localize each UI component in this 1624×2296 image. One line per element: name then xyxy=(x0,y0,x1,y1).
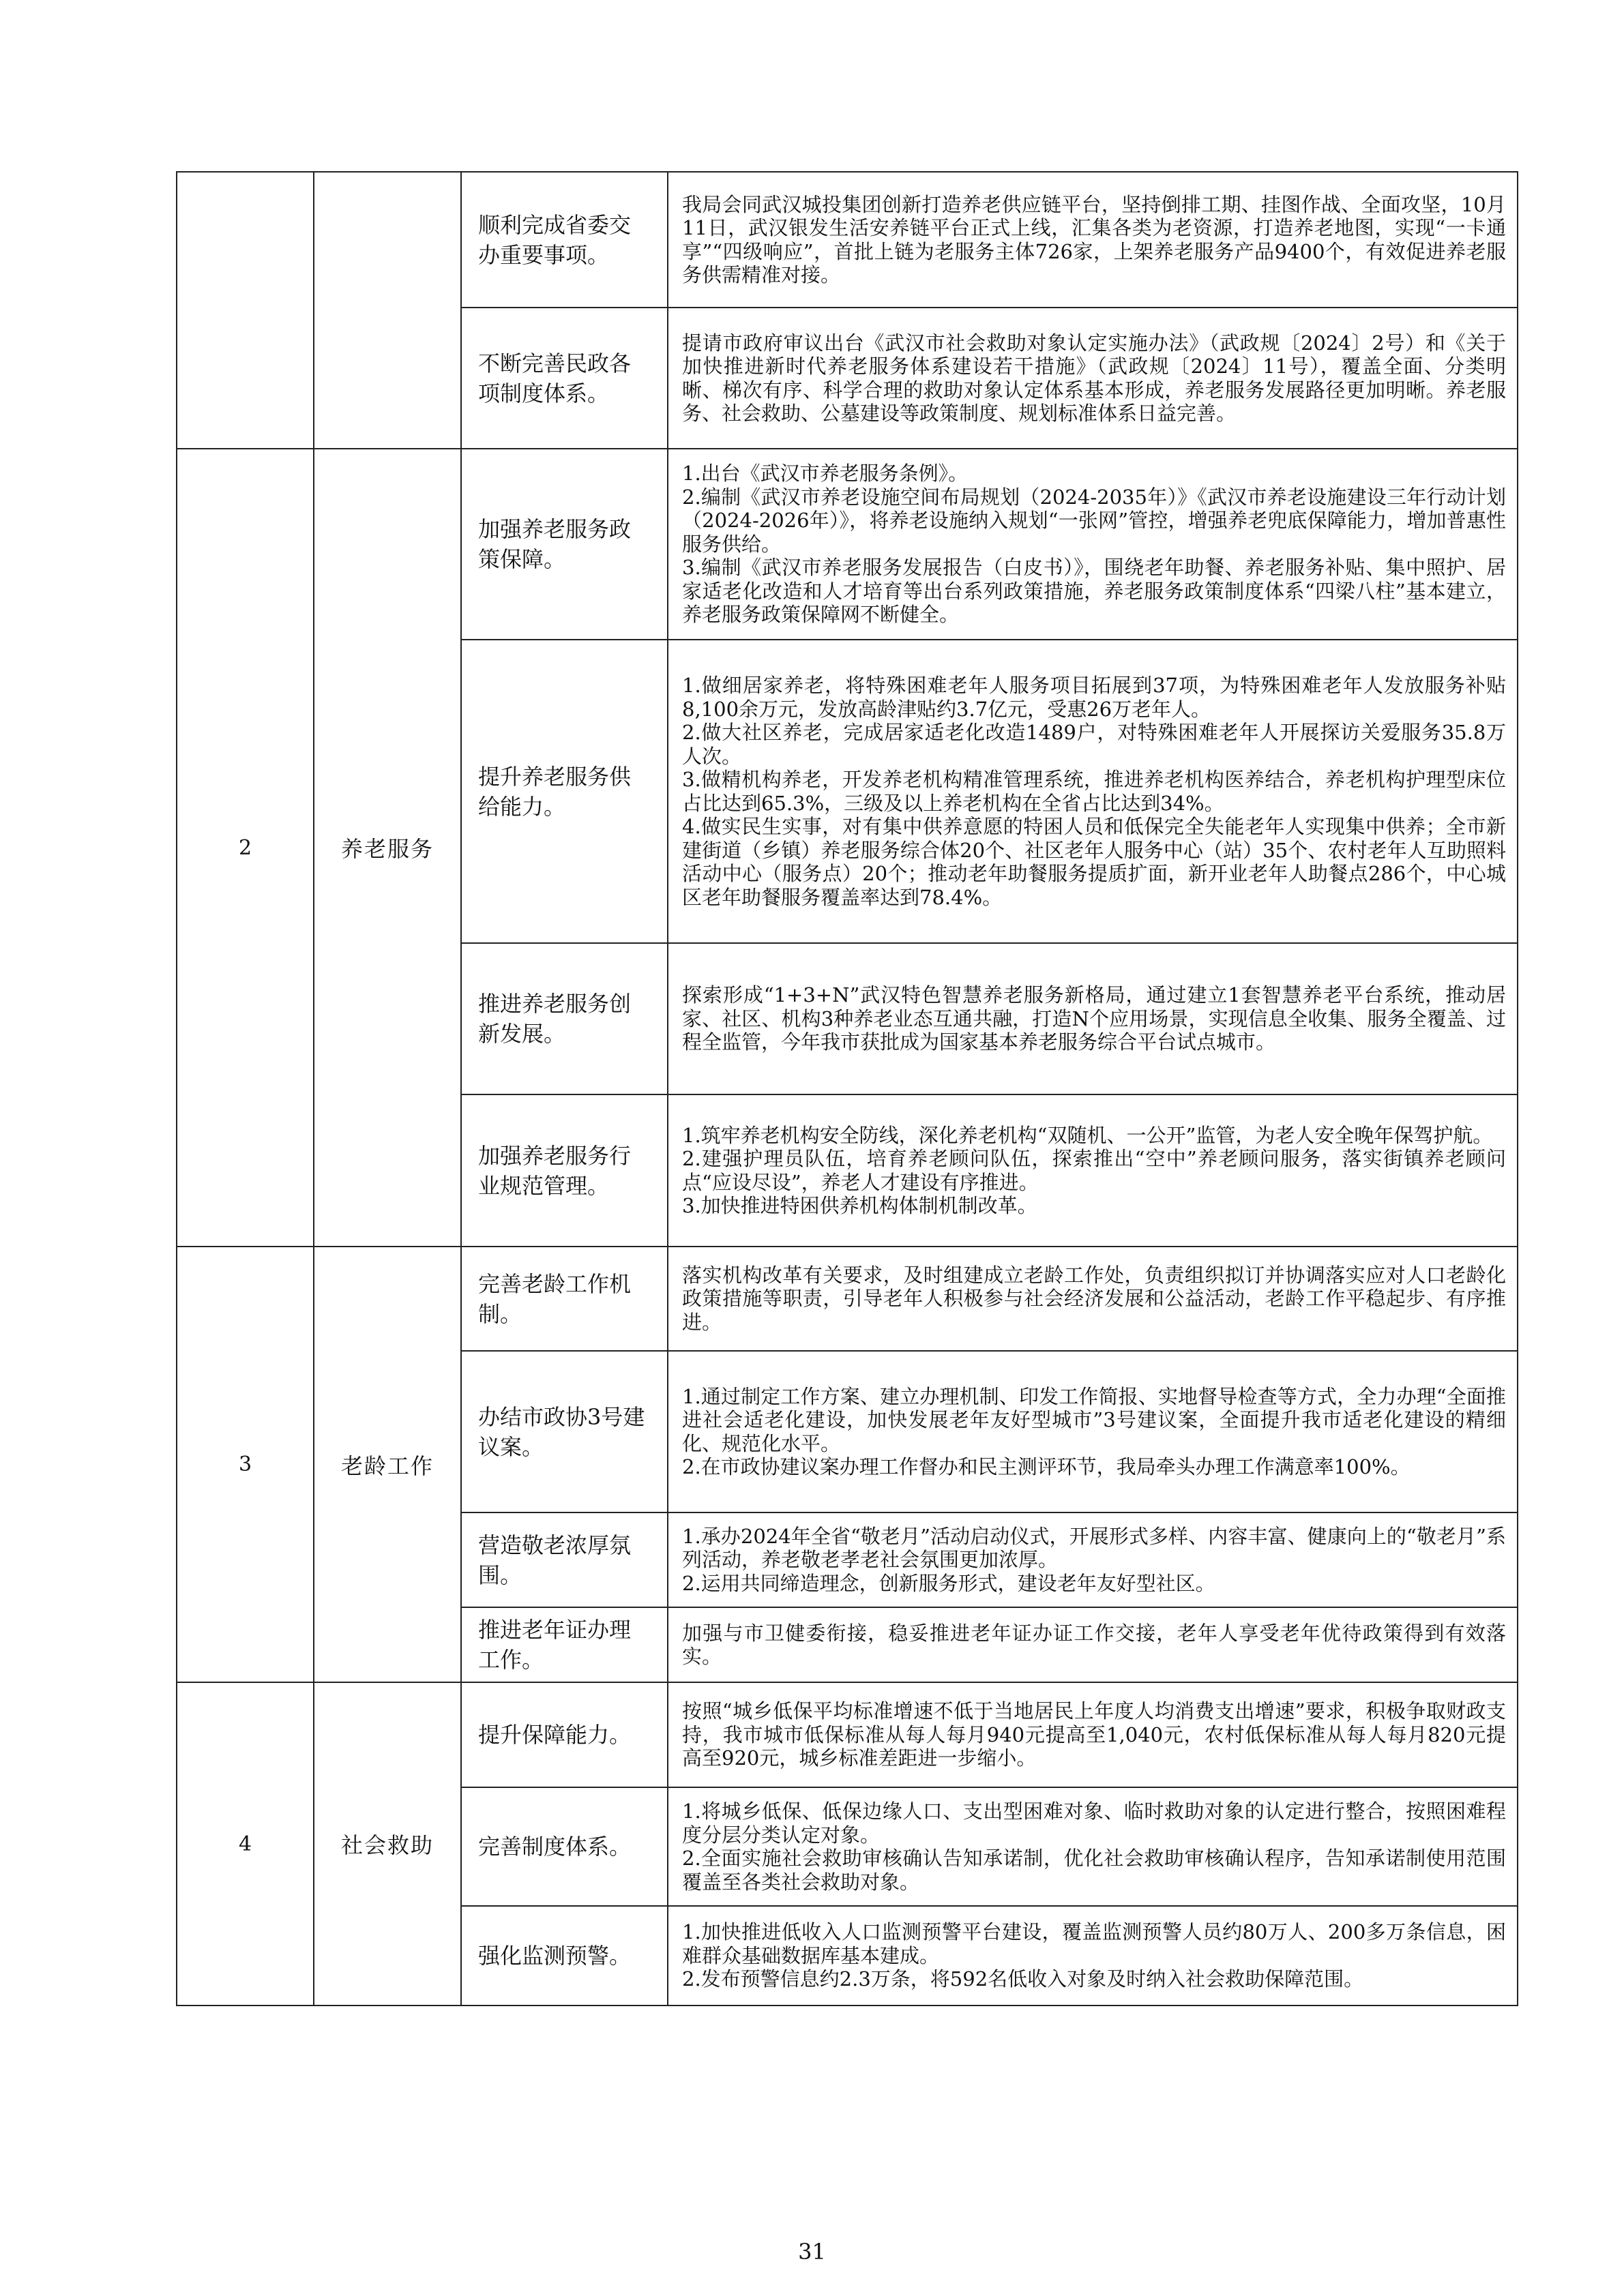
item-number-cell xyxy=(177,172,314,449)
category-cell: 社会救助 xyxy=(314,1682,461,2006)
detail-line: 我局会同武汉城投集团创新打造养老供应链平台，坚持倒排工期、挂图作战、全面攻坚，10月11日，武汉银发生活安养链平台正式上线，汇集各类为老资源，打造养老地图，实现“一卡通享”“四级响应”，首批上链为老服务主体726家，上架养老服务产品9400个，有效促进养老服务供需精准对接。 xyxy=(682,192,1506,286)
table-row xyxy=(177,172,1518,308)
task-cell: 提升养老服务供给能力。 xyxy=(461,640,668,943)
work-summary-table xyxy=(176,171,1518,2006)
item-number-cell: 4 xyxy=(177,1682,314,2006)
detail-line: 落实机构改革有关要求，及时组建成立老龄工作处，负责组织拟订并协调落实应对人口老龄化政策措施等职责，引导老年人积极参与社会经济发展和公益活动，老龄工作平稳起步、有序推进。 xyxy=(682,1263,1506,1334)
detail-line: 2.全面实施社会救助审核确认告知承诺制，优化社会救助审核确认程序，告知承诺制使用范围覆盖至各类社会救助对象。 xyxy=(682,1847,1506,1894)
detail-line: 3.做精机构养老，开发养老机构精准管理系统，推进养老机构医养结合，养老机构护理型床位占比达到65.3%，三级及以上养老机构在全省占比达到34%。 xyxy=(682,768,1506,815)
item-number-cell: 2 xyxy=(177,449,314,1247)
detail-line: 3.加快推进特困供养机构体制机制改革。 xyxy=(682,1194,1037,1217)
category-cell: 养老服务 xyxy=(314,449,461,1247)
detail-cell xyxy=(668,1351,1518,1512)
task-cell: 加强养老服务行业规范管理。 xyxy=(461,1094,668,1247)
detail-line: 1.做细居家养老，将特殊困难老年人服务项目拓展到37项，为特殊困难老年人发放服务补贴8,100余万元，发放高龄津贴约3.7亿元，受惠26万老年人。 xyxy=(682,674,1506,721)
table-row xyxy=(177,1247,1518,1351)
item-number-cell: 3 xyxy=(177,1247,314,1682)
task-cell: 顺利完成省委交办重要事项。 xyxy=(461,172,668,308)
detail-line: 1.加快推进低收入人口监测预警平台建设，覆盖监测预警人员约80万人、200多万条信息，困难群众基础数据库基本建成。 xyxy=(682,1920,1506,1967)
detail-line: 4.做实民生实事，对有集中供养意愿的特困人员和低保完全失能老年人实现集中供养；全市新建街道（乡镇）养老服务综合体20个、社区老年人服务中心（站）35个、农村老年人互助照料活动中心（服务点）20个；推动老年助餐服务提质扩面，新开业老年人助餐点286个，中心城区老年助餐服务覆盖率达到78.4%。 xyxy=(682,815,1506,909)
detail-cell xyxy=(668,1906,1518,2006)
task-cell: 办结市政协3号建议案。 xyxy=(461,1351,668,1512)
detail-line: 2.发布预警信息约2.3万条，将592名低收入对象及时纳入社会救助保障范围。 xyxy=(682,1967,1364,1991)
detail-line: 2.运用共同缔造理念，创新服务形式，建设老年友好型社区。 xyxy=(682,1571,1215,1595)
detail-line: 按照“城乡低保平均标准增速不低于当地居民上年度人均消费支出增速”要求，积极争取财政支持，我市城市低保标准从每人每月940元提高至1,040元，农村低保标准从每人每月820元提高至920元，城乡标准差距进一步缩小。 xyxy=(682,1699,1506,1770)
detail-line: 加强与市卫健委衔接，稳妥推进老年证办证工作交接，老年人享受老年优待政策得到有效落实。 xyxy=(682,1621,1506,1668)
page-number: 31 xyxy=(798,2239,826,2265)
detail-cell xyxy=(668,1607,1518,1682)
category-cell xyxy=(314,172,461,449)
detail-cell xyxy=(668,640,1518,943)
detail-cell xyxy=(668,172,1518,308)
task-cell: 营造敬老浓厚氛围。 xyxy=(461,1512,668,1607)
table-row xyxy=(177,449,1518,640)
task-cell: 加强养老服务政策保障。 xyxy=(461,449,668,640)
detail-line: 1.承办2024年全省“敬老月”活动启动仪式，开展形式多样、内容丰富、健康向上的“敬老月”系列活动，养老敬老孝老社会氛围更加浓厚。 xyxy=(682,1524,1506,1572)
detail-line: 1.通过制定工作方案、建立办理机制、印发工作简报、实地督导检查等方式，全力办理“全面推进社会适老化建设，加快发展老年友好型城市”3号建议案，全面提升我市适老化建设的精细化、规范化水平。 xyxy=(682,1384,1506,1455)
detail-line: 提请市政府审议出台《武汉市社会救助对象认定实施办法》（武政规〔2024〕2号）和《关于加快推进新时代养老服务体系建设若干措施》（武政规〔2024〕11号），覆盖全面、分类明晰、梯次有序、科学合理的救助对象认定体系基本形成，养老服务发展路径更加明晰。养老服务、社会救助、公墓建设等政策制度、规划标准体系日益完善。 xyxy=(682,331,1506,425)
detail-cell xyxy=(668,1682,1518,1787)
task-cell: 不断完善民政各项制度体系。 xyxy=(461,308,668,449)
task-cell: 完善老龄工作机制。 xyxy=(461,1247,668,1351)
detail-cell xyxy=(668,1787,1518,1906)
detail-cell xyxy=(668,449,1518,640)
detail-cell xyxy=(668,1512,1518,1607)
task-cell: 推进老年证办理工作。 xyxy=(461,1607,668,1682)
detail-line: 1.筑牢养老机构安全防线，深化养老机构“双随机、一公开”监管，为老人安全晚年保驾护航。 xyxy=(682,1123,1493,1147)
detail-line: 2.做大社区养老，完成居家适老化改造1489户，对特殊困难老年人开展探访关爱服务35.8万人次。 xyxy=(682,721,1506,768)
task-cell: 提升保障能力。 xyxy=(461,1682,668,1787)
detail-line: 1.出台《武汉市养老服务条例》。 xyxy=(682,462,969,486)
detail-cell xyxy=(668,308,1518,449)
detail-cell xyxy=(668,1094,1518,1247)
category-cell: 老龄工作 xyxy=(314,1247,461,1682)
task-cell: 强化监测预警。 xyxy=(461,1906,668,2006)
table-row xyxy=(177,1682,1518,1787)
detail-cell xyxy=(668,1247,1518,1351)
detail-cell xyxy=(668,943,1518,1094)
detail-line: 1.将城乡低保、低保边缘人口、支出型困难对象、临时救助对象的认定进行整合，按照困难程度分层分类认定对象。 xyxy=(682,1800,1506,1847)
task-cell: 完善制度体系。 xyxy=(461,1787,668,1906)
task-cell: 推进养老服务创新发展。 xyxy=(461,943,668,1094)
detail-line: 探索形成“1+3+N”武汉特色智慧养老服务新格局，通过建立1套智慧养老平台系统，推动居家、社区、机构3种养老业态互通共融，打造N个应用场景，实现信息全收集、服务全覆盖、过程全监管，今年我市获批成为国家基本养老服务综合平台试点城市。 xyxy=(682,983,1506,1054)
detail-line: 2.建强护理员队伍，培育养老顾问队伍，探索推出“空中”养老顾问服务，落实街镇养老顾问点“应设尽设”，养老人才建设有序推进。 xyxy=(682,1147,1506,1194)
detail-line: 2.在市政协建议案办理工作督办和民主测评环节，我局牵头办理工作满意率100%。 xyxy=(682,1455,1411,1478)
detail-line: 3.编制《武汉市养老服务发展报告（白皮书）》，围绕老年助餐、养老服务补贴、集中照护、居家适老化改造和人才培育等出台系列政策措施，养老服务政策制度体系“四梁八柱”基本建立，养老服务政策保障网不断健全。 xyxy=(682,556,1506,627)
detail-line: 2.编制《武汉市养老设施空间布局规划（2024-2035年）》《武汉市养老设施建设三年行动计划（2024-2026年）》，将养老设施纳入规划“一张网”管控，增强养老兜底保障能力，增加普惠性服务供给。 xyxy=(682,485,1506,556)
